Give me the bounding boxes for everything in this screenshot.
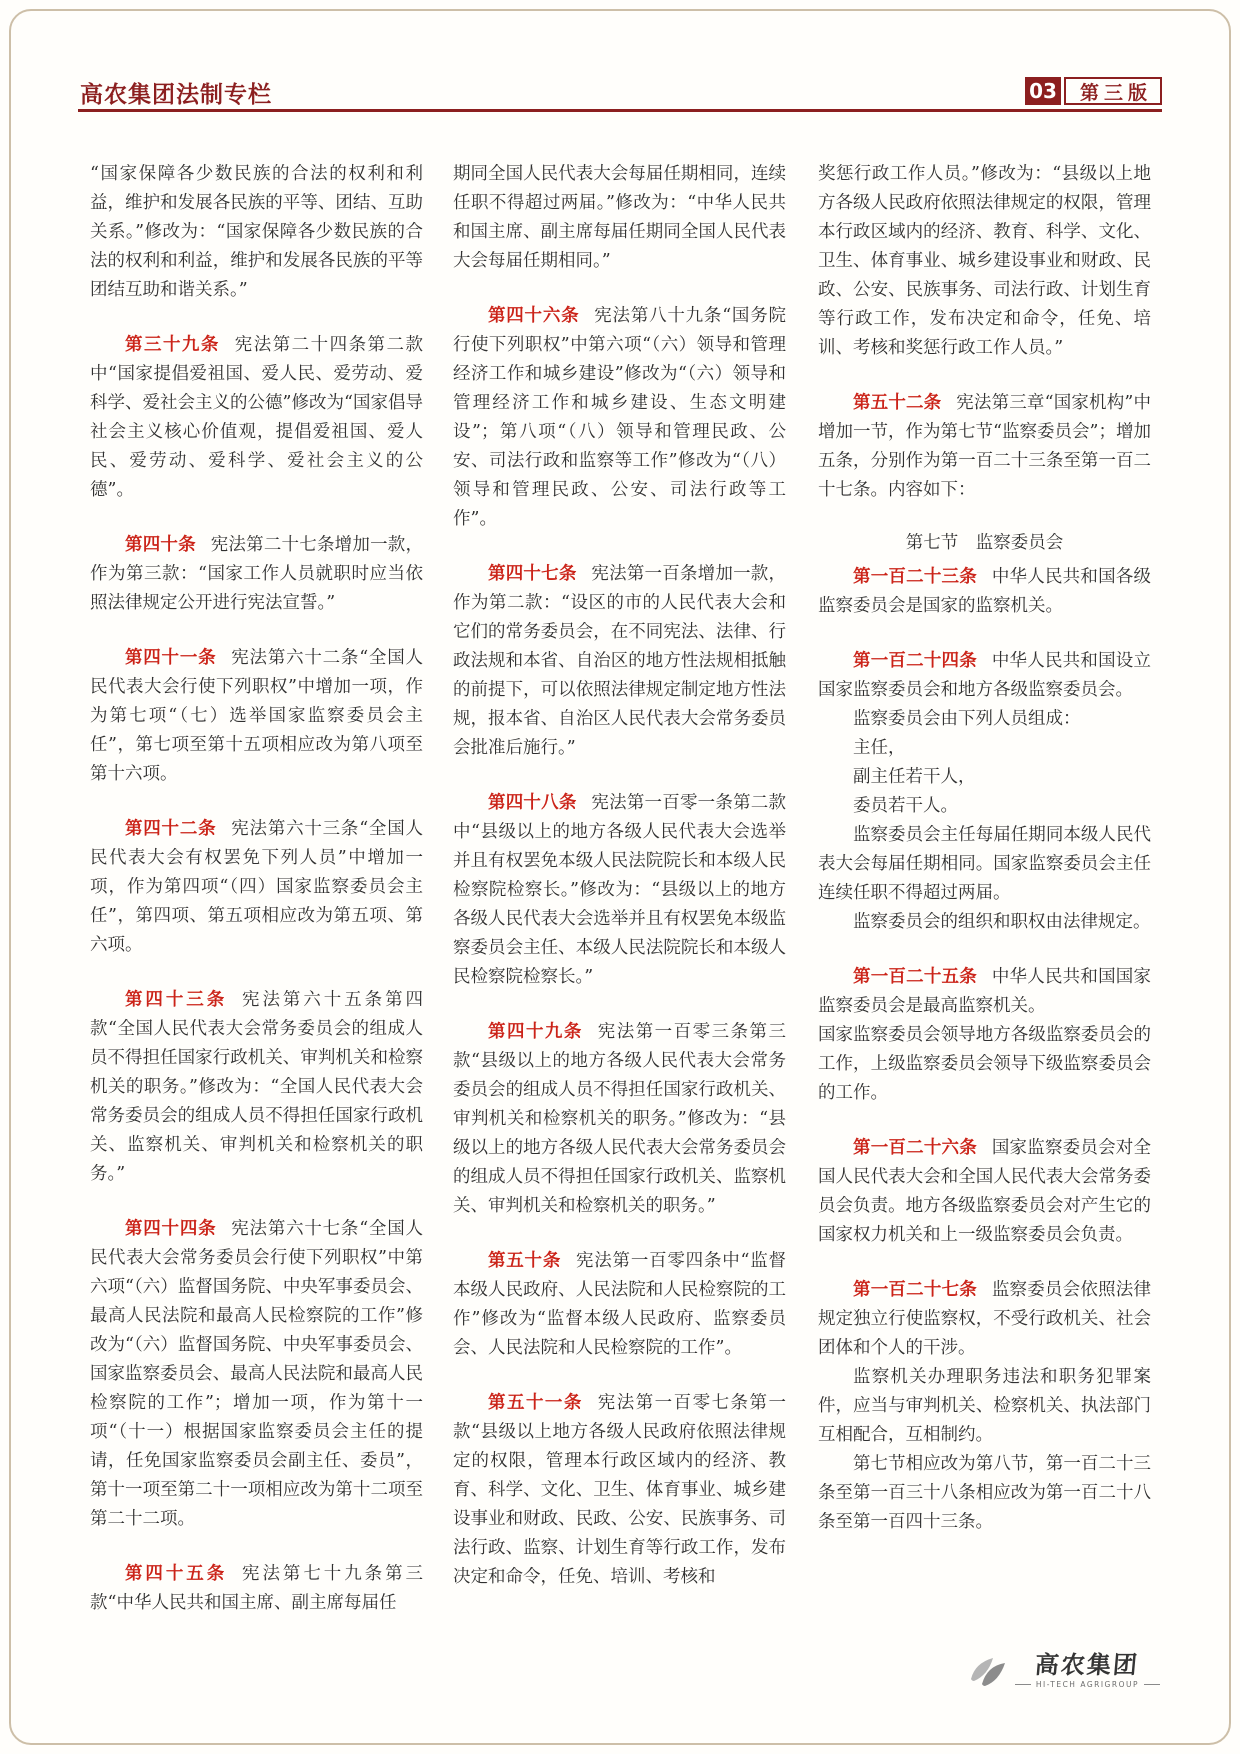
paragraph: 奖惩行政工作人员。”修改为：“县级以上地方各级人民政府依照法律规定的权限，管理本行政区域内的经济、教育、科学、文化、卫生、体育事业、城乡建设事业和财政、民政、公安、民族事务、司法行政、计划生育等行政工作，发布决定和命令，任免、培训、考核和奖惩行政工作人员。” xyxy=(818,164,1151,358)
paragraph: 第七节 监察委员会 xyxy=(905,533,1064,553)
article-number: 第五十二条 xyxy=(853,393,942,413)
logo-dash-right xyxy=(1144,1684,1160,1685)
article-paragraph: 第四十七条 宪法第一百条增加一款，作为第二款：“设区的市的人民代表大会和它们的常务委员会，在不同宪法、法律、行政法规和本省、自治区的地方性法规相抵触的前提下，可以依照法律规定制定地方性法规，报本省、自治区人民代表大会常务委员会批准后施行。” xyxy=(453,564,786,758)
article-paragraph: 第四十五条 宪法第七十九条第三款“中华人民共和国主席、副主席每届任 xyxy=(90,1564,423,1613)
page-title: 高农集团法制专栏 xyxy=(80,82,272,108)
article-paragraph: 第四十九条 宪法第一百零三条第三款“县级以上的地方各级人民代表大会常务委员会的组成人员不得担任国家行政机关、审判机关和检察机关的职务。”修改为：“县级以上的地方各级人民代表大会常务委员会的组成人员不得担任国家行政机关、监察机关、审判机关和检察机关的职务。” xyxy=(453,1022,786,1216)
paragraph: 国家监察委员会领导地方各级监察委员会的工作，上级监察委员会领导下级监察委员会的工作。 xyxy=(818,1025,1151,1103)
article-paragraph: 第五十条 宪法第一百零四条中“监督本级人民政府、人民法院和人民检察院的工作”修改为“监督本级人民政府、监察委员会、人民法院和人民检察院的工作”。 xyxy=(453,1251,786,1358)
article-paragraph: 第四十条 宪法第二十七条增加一款，作为第三款：“国家工作人员就职时应当依照法律规定公开进行宪法宣誓。” xyxy=(90,535,423,613)
article-number: 第一百二十三条 xyxy=(853,567,977,587)
paragraph: 监察委员会的组织和职权由法律规定。 xyxy=(853,912,1151,932)
article-number: 第四十九条 xyxy=(488,1022,583,1042)
article-number: 第一百二十七条 xyxy=(853,1280,977,1300)
article-number: 第四十四条 xyxy=(125,1219,217,1239)
logo-text-stack xyxy=(1015,1653,1160,1689)
article-paragraph: 第一百二十三条 中华人民共和国各级监察委员会是国家的监察机关。 xyxy=(818,567,1151,616)
article-number: 第一百二十五条 xyxy=(853,967,977,987)
article-paragraph: 第四十一条 宪法第六十二条“全国人民代表大会行使下列职权”中增加一项，作为第七项“（七）选举国家监察委员会主任”，第七项至第十五项相应改为第八项至第十六项。 xyxy=(90,648,423,784)
article-number: 第四十一条 xyxy=(125,648,217,668)
article-number: 第一百二十六条 xyxy=(853,1138,977,1158)
article-number: 第五十一条 xyxy=(488,1393,583,1413)
article-paragraph: 第一百二十六条 国家监察委员会对全国人民代表大会和全国人民代表大会常务委员会负责。地方各级监察委员会对产生它的国家权力机关和上一级监察委员会负责。 xyxy=(818,1138,1151,1245)
logo-subtext: HI-TECH AGRIGROUP xyxy=(1035,1680,1139,1689)
logo-text: 高农集团 xyxy=(1034,1651,1141,1679)
column-2 xyxy=(453,160,786,1665)
footer-logo xyxy=(967,1652,1160,1690)
paragraph: 委员若干人。 xyxy=(853,796,958,816)
paragraph: 第七节相应改为第八节，第一百二十三条至第一百三十八条相应改为第一百二十八条至第一百四十三条。 xyxy=(818,1454,1151,1532)
article-number: 第四十二条 xyxy=(125,819,217,839)
article-paragraph: 第一百二十五条 中华人民共和国国家监察委员会是最高监察机关。 xyxy=(818,967,1151,1016)
article-number: 第四十六条 xyxy=(488,306,580,326)
article-paragraph: 第一百二十七条 监察委员会依照法律规定独立行使监察权，不受行政机关、社会团体和个人的干涉。 xyxy=(818,1280,1151,1358)
column-1 xyxy=(90,160,423,1665)
column-3 xyxy=(818,160,1151,1665)
article-number: 第四十八条 xyxy=(488,793,577,813)
article-number: 第一百二十四条 xyxy=(853,651,977,671)
article-paragraph: 第五十一条 宪法第一百零七条第一款“县级以上地方各级人民政府依照法律规定的权限，管理本行政区域内的经济、教育、科学、文化、卫生、体育事业、城乡建设事业和财政、民政、公安、民族事务、司法行政、监察、计划生育等行政工作，发布决定和命令，任免、培训、考核和 xyxy=(453,1393,786,1587)
article-paragraph: 第一百二十四条 中华人民共和国设立国家监察委员会和地方各级监察委员会。 xyxy=(818,651,1151,700)
header-rule xyxy=(78,109,1162,112)
logo-subtext-row xyxy=(1015,1680,1160,1689)
paragraph: 监察委员会主任每届任期同本级人民代表大会每届任期相同。国家监察委员会主任连续任职不得超过两届。 xyxy=(818,825,1151,903)
article-number: 第五十条 xyxy=(488,1251,562,1271)
article-paragraph: 第四十六条 宪法第八十九条“国务院行使下列职权”中第六项“（六）领导和管理经济工作和城乡建设”修改为“（六）领导和管理经济工作和城乡建设、生态文明建设”；第八项“（八）领导和管理民政、公安、司法行政和监察等工作”修改为“（八）领导和管理民政、公安、司法行政等工作”。 xyxy=(453,306,786,529)
article-paragraph: 第四十四条 宪法第六十七条“全国人民代表大会常务委员会行使下列职权”中第六项“（六）监督国务院、中央军事委员会、最高人民法院和最高人民检察院的工作”修改为“（六）监督国务院、中央军事委员会、国家监察委员会、最高人民法院和最高人民检察院的工作”；增加一项，作为第十一项“（十一）根据国家监察委员会主任的提请，任免国家监察委员会副主任、委员”，第十一项至第二十一项相应改为第十二项至第二十二项。 xyxy=(90,1219,423,1529)
article-paragraph: 第四十二条 宪法第六十三条“全国人民代表大会有权罢免下列人员”中增加一项，作为第四项“（四）国家监察委员会主任”，第四项、第五项相应改为第五项、第六项。 xyxy=(90,819,423,955)
leaf-logo-icon xyxy=(967,1652,1009,1690)
paragraph: 监察机关办理职务违法和职务犯罪案件，应当与审判机关、检察机关、执法部门互相配合，互相制约。 xyxy=(818,1367,1151,1445)
article-number: 第四十五条 xyxy=(125,1564,228,1584)
paragraph: 监察委员会由下列人员组成： xyxy=(853,709,1081,729)
paragraph: 期同全国人民代表大会每届任期相同，连续任职不得超过两届。”修改为：“中华人民共和国主席、副主席每届任期同全国人民代表大会每届任期相同。” xyxy=(453,164,786,271)
article-number: 第四十三条 xyxy=(125,990,228,1010)
article-number: 第四十七条 xyxy=(488,564,577,584)
paragraph: “国家保障各少数民族的合法的权利和利益，维护和发展各民族的平等、团结、互助关系。”修改为：“国家保障各少数民族的合法的权利和利益，维护和发展各民族的平等团结互助和谐关系。” xyxy=(90,164,423,300)
page-number-badge: 03 xyxy=(1025,77,1061,105)
article-paragraph: 第三十九条 宪法第二十四条第二款中“国家提倡爱祖国、爱人民、爱劳动、爱科学、爱社会主义的公德”修改为“国家倡导社会主义核心价值观，提倡爱祖国、爱人民、爱劳动、爱科学、爱社会主义的公德”。 xyxy=(90,335,423,500)
edition-label: 第三版 xyxy=(1064,77,1162,105)
logo-dash-left xyxy=(1015,1684,1031,1685)
paragraph: 副主任若干人， xyxy=(853,767,976,787)
article-paragraph: 第四十八条 宪法第一百零一条第二款中“县级以上的地方各级人民代表大会选举并且有权罢免本级人民法院院长和本级人民检察院检察长。”修改为：“县级以上的地方各级人民代表大会选举并且有权罢免本级监察委员会主任、本级人民法院院长和本级人民检察院检察长。” xyxy=(453,793,786,987)
page-info xyxy=(1025,77,1162,105)
paragraph: 主任， xyxy=(853,738,906,758)
article-paragraph: 第五十二条 宪法第三章“国家机构”中增加一节，作为第七节“监察委员会”；增加五条，分别作为第一百二十三条至第一百二十七条。内容如下： xyxy=(818,393,1151,500)
article-paragraph: 第四十三条 宪法第六十五条第四款“全国人民代表大会常务委员会的组成人员不得担任国家行政机关、审判机关和检察机关的职务。”修改为：“全国人民代表大会常务委员会的组成人员不得担任国家行政机关、监察机关、审判机关和检察机关的职务。” xyxy=(90,990,423,1184)
article-number: 第三十九条 xyxy=(125,335,220,355)
article-number: 第四十条 xyxy=(125,535,196,555)
